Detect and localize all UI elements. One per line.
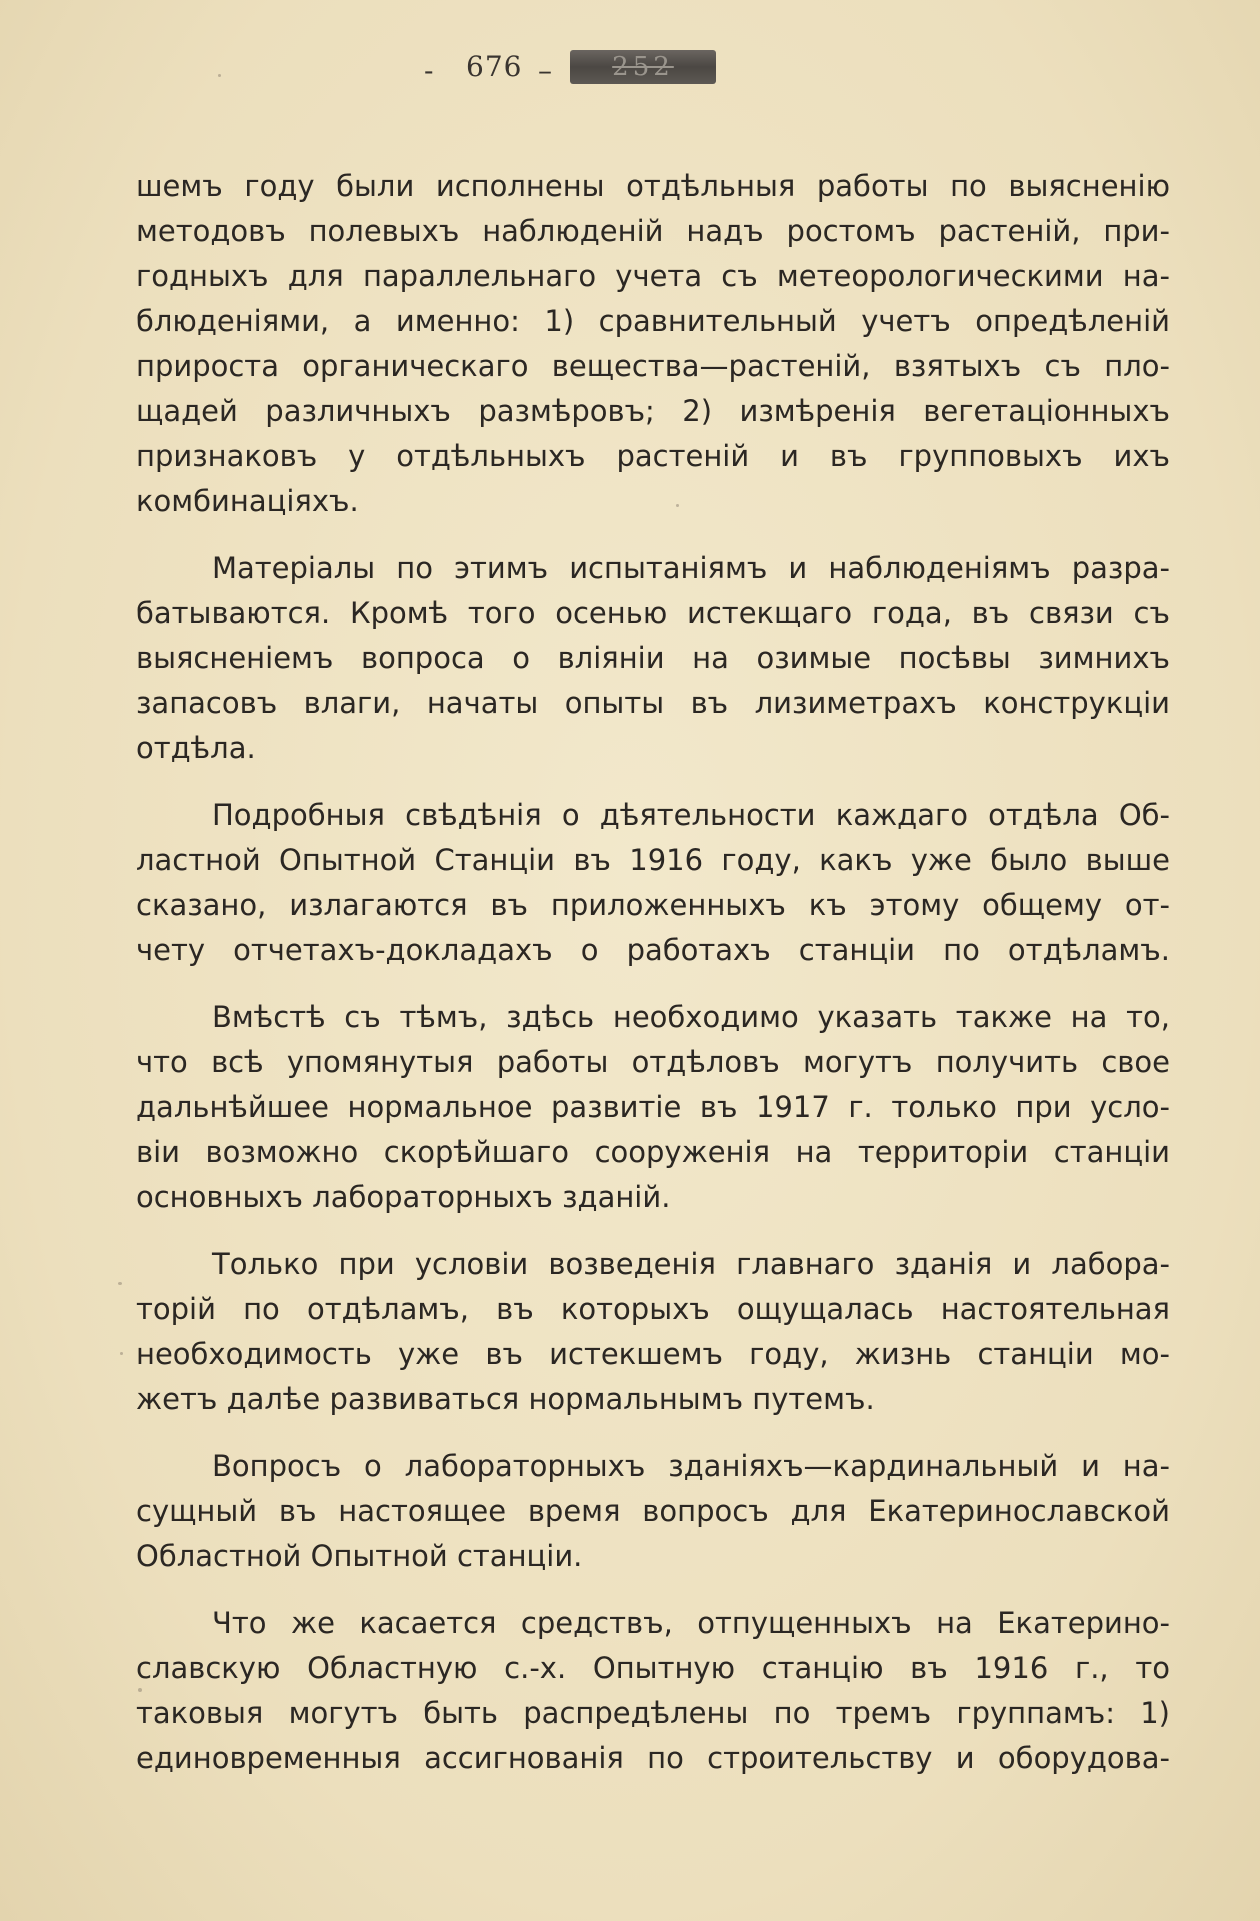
text-line: блюденіями, а именно: 1) сравнительный учетъ опредѣленій (136, 304, 1170, 338)
text-line: отдѣла. (136, 731, 256, 765)
text-line: Вмѣстѣ съ тѣмъ, здѣсь необходимо указать также на то, (212, 1000, 1170, 1034)
text-line: признаковъ у отдѣльныхъ растеній и въ групповыхъ ихъ (136, 439, 1170, 473)
paragraph-6 (136, 1444, 1170, 1579)
text-line: віи возможно скорѣйшаго сооруженія на территоріи станціи (136, 1135, 1170, 1169)
paragraph-5 (136, 1242, 1170, 1422)
text-line: щадей различныхъ размѣровъ; 2) измѣренія вегетаціонныхъ (136, 394, 1170, 428)
text-line: годныхъ для параллельнаго учета съ метеорологическими на- (136, 259, 1170, 293)
text-line: Областной Опытной станціи. (136, 1539, 583, 1573)
body-text (136, 164, 1170, 1803)
text-line: шемъ году были исполнены отдѣльныя работы по выясненію (136, 169, 1170, 203)
text-line: прироста органическаго вещества—растеній, взятыхъ съ пло- (136, 349, 1170, 383)
paragraph-4 (136, 995, 1170, 1220)
text-line: Вопросъ о лабораторныхъ зданіяхъ—кардинальный и на- (212, 1449, 1170, 1483)
paper-speck (118, 1282, 122, 1285)
paragraph-7 (136, 1601, 1170, 1781)
header-dash: – (538, 54, 552, 87)
text-line: единовременныя ассигнованія по строительству и оборудова- (136, 1741, 1170, 1775)
text-line: сущный въ настоящее время вопросъ для Екатеринославской (136, 1494, 1170, 1528)
paper-speck (218, 74, 221, 77)
text-line: Что же касается средствъ, отпущенныхъ на Екатерино- (212, 1606, 1170, 1640)
paper-speck (120, 1352, 123, 1355)
paragraph-3 (136, 793, 1170, 973)
text-line: что всѣ упомянутыя работы отдѣловъ могутъ получить свое (136, 1045, 1170, 1079)
text-line: необходимость уже въ истекшемъ году, жизнь станціи мо- (136, 1337, 1170, 1371)
text-line: запасовъ влаги, начаты опыты въ лизиметрахъ конструкціи (136, 686, 1170, 720)
text-line: батываются. Кромѣ того осенью истекщаго года, въ связи съ (136, 596, 1170, 630)
text-line: ластной Опытной Станціи въ 1916 году, какъ уже было выше (136, 843, 1170, 877)
text-line: Матеріалы по этимъ испытаніямъ и наблюденіямъ разра- (212, 551, 1170, 585)
text-line: Подробныя свѣдѣнія о дѣятельности каждаго отдѣла Об- (212, 798, 1170, 832)
text-line: комбинаціяхъ. (136, 484, 359, 518)
paragraph-1 (136, 164, 1170, 524)
paper-speck (676, 504, 679, 507)
text-line: сказано, излагаются въ приложенныхъ къ этому общему от- (136, 888, 1170, 922)
text-line: основныхъ лабораторныхъ зданій. (136, 1180, 671, 1214)
text-line: Только при условіи возведенія главнаго зданія и лабора- (212, 1247, 1170, 1281)
text-line: чету отчетахъ-докладахъ о работахъ станціи по отдѣламъ. (136, 933, 1170, 967)
text-line: таковыя могутъ быть распредѣлены по тремъ группамъ: 1) (136, 1696, 1170, 1730)
text-line: славскую Областную с.-х. Опытную станцію въ 1916 г., то (136, 1651, 1170, 1685)
header-dash: - (424, 54, 436, 87)
text-line: методовъ полевыхъ наблюденій надъ ростомъ растеній, при- (136, 214, 1170, 248)
page-header (0, 44, 1260, 94)
text-line: торій по отдѣламъ, въ которыхъ ощущалась настоятельная (136, 1292, 1170, 1326)
text-line: выясненіемъ вопроса о вліяніи на озимые посѣвы зимнихъ (136, 641, 1170, 675)
text-line: жетъ далѣе развиваться нормальнымъ путемъ. (136, 1382, 875, 1416)
text-line: дальнѣйшее нормальное развитіе въ 1917 г. только при усло- (136, 1090, 1170, 1124)
page-number: 676 (466, 50, 523, 83)
paragraph-2 (136, 546, 1170, 771)
paper-speck (138, 1688, 142, 1692)
crossed-out-page-number: 252 (570, 50, 716, 84)
